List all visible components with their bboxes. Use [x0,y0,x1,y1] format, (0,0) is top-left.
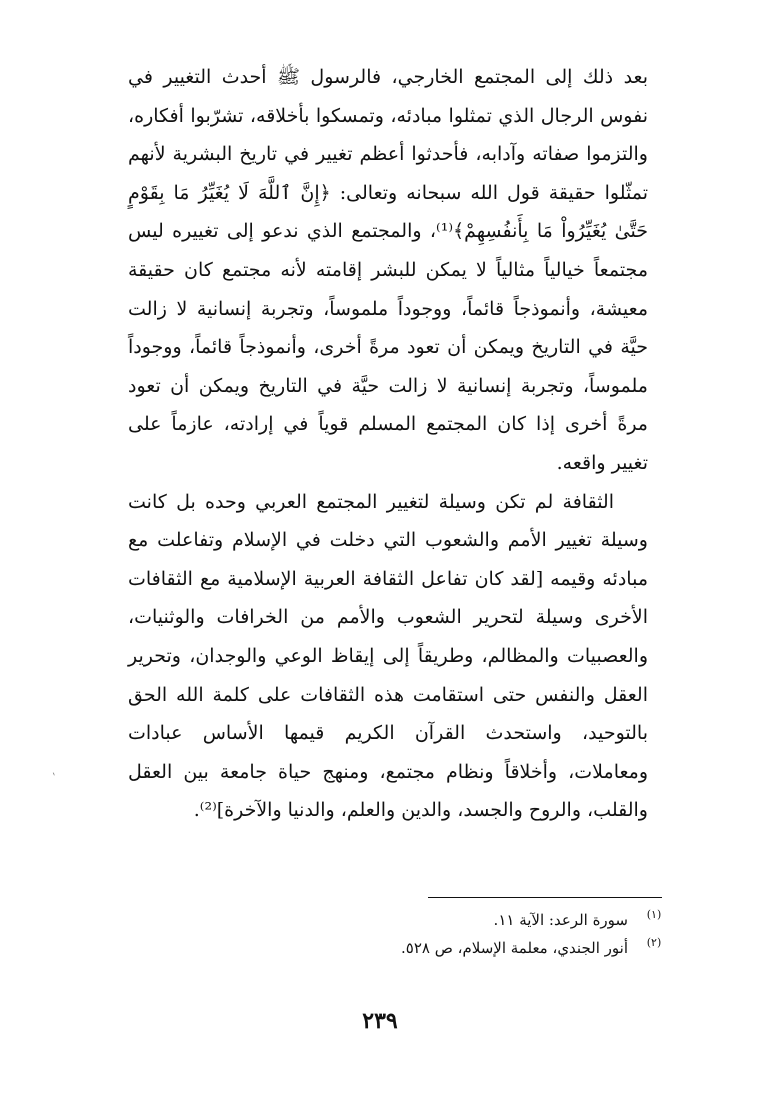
scan-speck-mark: ˋ [47,770,58,786]
main-text [128,58,648,830]
footnote-marker: (١) [646,908,662,921]
footnote-text: أنور الجندي، معلمة الإسلام، ص ٥٢٨. [401,939,628,957]
footnote-item [380,906,662,934]
footnote-item [380,934,662,962]
paragraph-second: الثقافة لم تكن وسيلة لتغيير المجتمع العربي وحده بل كانت وسيلة تغيير الأمم والشعوب التي دخلت في الإسلام وتفاعلت مع مبادئه وقيمه [لقد كان تفاعل الثقافة العربية الإسلامية مع الثقافات الأخرى وسيلة لتحرير الشعوب والأمم من الخرافات والوثنيات، والعصبيات والمظالم، وطريقاً إلى إيقاظ الوعي والوجدان، وتحرير العقل والنفس حتى استقامت هذه الثقافات على كلمة الله الحق بالتوحيد، واستحدث القرآن الكريم قيمها الأساس عبادات ومعاملات، وأخلاقاً ونظام مجتمع، ومنهج حياة جامعة بين العقل والقلب، والروح والجسد، والدين والعلم، والدنيا والآخرة]⁽²⁾. [128,490,648,822]
footnote-text: سورة الرعد: الآية ١١. [493,911,628,929]
footnote-divider [428,897,662,898]
paragraph-first: بعد ذلك إلى المجتمع الخارجي، فالرسول ﷺ أحدث التغيير في نفوس الرجال الذي تمثلوا مبادئه، وتمسكوا بأخلاقه، تشرّبوا أفكاره، والتزموا صفاته وآدابه، فأحدثوا أعظم تغيير في تاريخ البشرية لأنهم تمثّلوا حقيقة قول الله سبحانه وتعالى: ﴿إِنَّ ٱللَّهَ لَا يُغَيِّرُ مَا بِقَوْمٍ حَتَّىٰ يُغَيِّرُواْ مَا بِأَنفُسِهِمْ﴾⁽¹⁾، والمجتمع الذي ندعو إلى تغييره ليس مجتمعاً خيالياً مثالياً لا يمكن للبشر إقامته لأنه مجتمع كان حقيقة معيشة، وأنموذجاً قائماً، ووجوداً ملموساً، وتجربة إنسانية لا زالت حيَّة في التاريخ ويمكن أن تعود مرةً أخرى، وأنموذجاً قائماً، ووجوداً ملموساً، وتجربة إنسانية لا زالت حيَّة في التاريخ ويمكن أن تعود مرةً أخرى إذا كان المجتمع المسلم قوياً في إرادته، عازماً على تغيير واقعه. [128,66,649,474]
footnotes [380,906,662,962]
footnote-marker: (٢) [646,936,662,949]
page-number: ٢٣٩ [362,1008,398,1034]
